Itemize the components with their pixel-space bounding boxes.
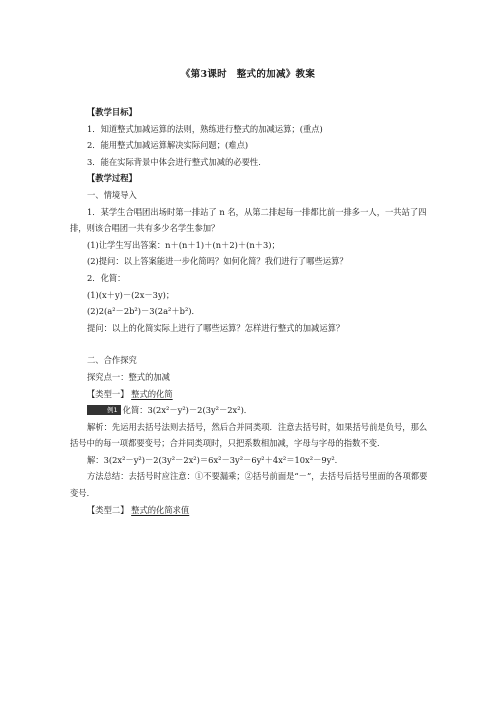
document-body	[70, 104, 430, 518]
goal-2: 2．能用整式加减运算解决实际问题；(难点)	[87, 140, 249, 151]
simplify-item-1: (1)(x＋y)－(2x－3y)；	[87, 289, 175, 300]
heading-teaching-goals: 【教学目标】	[87, 107, 137, 117]
example-1-solution: 解：3(2x²－y²)－2(3y²－2x²)＝6x²－3y²－6y²＋4x²＝10x²－9y².	[87, 454, 338, 465]
example-1-text: 化简：3(2x²－y²)－2(3y²－2x²)．	[122, 405, 253, 416]
heading-teaching-process: 【教学过程】	[87, 173, 137, 184]
goal-1: 1．知道整式加减运算的法则，熟练进行整式的加减运算；(重点)	[87, 123, 323, 134]
method-summary: 方法总结：去括号时应注意：①不要漏乘；②括号前面是“－”，去括号后括号里面的各项都要变号．	[70, 471, 428, 499]
goal-3: 3．能在实际背景中体会进行整式加减的必要性．	[87, 156, 267, 167]
type-1-label: 【类型一】	[87, 388, 129, 399]
scenario-question-3: 提问：以上的化简实际上进行了哪些运算？怎样进行整式的加减运算？	[87, 322, 345, 333]
scenario-step-2: (2)提问：以上答案能进一步化简吗？如何化简？我们进行了哪些运算？	[87, 256, 348, 267]
simplify-item-2: (2)2(a²－2b²)－3(2a²＋b²)．	[87, 306, 200, 317]
section-cooperative-inquiry: 二、合作探究	[87, 355, 137, 366]
type-1-heading	[70, 386, 430, 403]
document-title: 《第3课时 整式的加减》教案	[180, 69, 316, 80]
inquiry-point-1: 探究点一：整式的加减	[87, 371, 170, 382]
type-1-title: 整式的化简	[131, 388, 173, 399]
section-scenario-intro: 一、情境导入	[87, 189, 137, 200]
example-1-analysis: 解析：先运用去括号法则去括号，然后合并同类项．注意去括号时，如果括号前是负号，那么括号中的每一项都要变号；合并同类项时，只把系数相加减，字母与字母的指数不变．	[70, 421, 428, 449]
example-badge: 例1	[87, 405, 121, 415]
type-2-label: 【类型二】	[87, 504, 129, 515]
paragraph-gap	[70, 336, 430, 352]
type-2-heading	[70, 502, 430, 519]
scenario-step-1: (1)让学生写出答案：n＋(n＋1)＋(n＋2)＋(n＋3)；	[87, 239, 280, 250]
example-1	[70, 402, 430, 419]
type-2-title: 整式的化简求值	[131, 504, 190, 515]
scenario-question-1: 1．某学生合唱团出场时第一排站了 n 名，从第二排起每一排都比前一排多一人，一共站了四排，则该合唱团一共有多少名学生参加？	[70, 206, 427, 234]
scenario-question-2: 2．化简：	[87, 272, 126, 283]
